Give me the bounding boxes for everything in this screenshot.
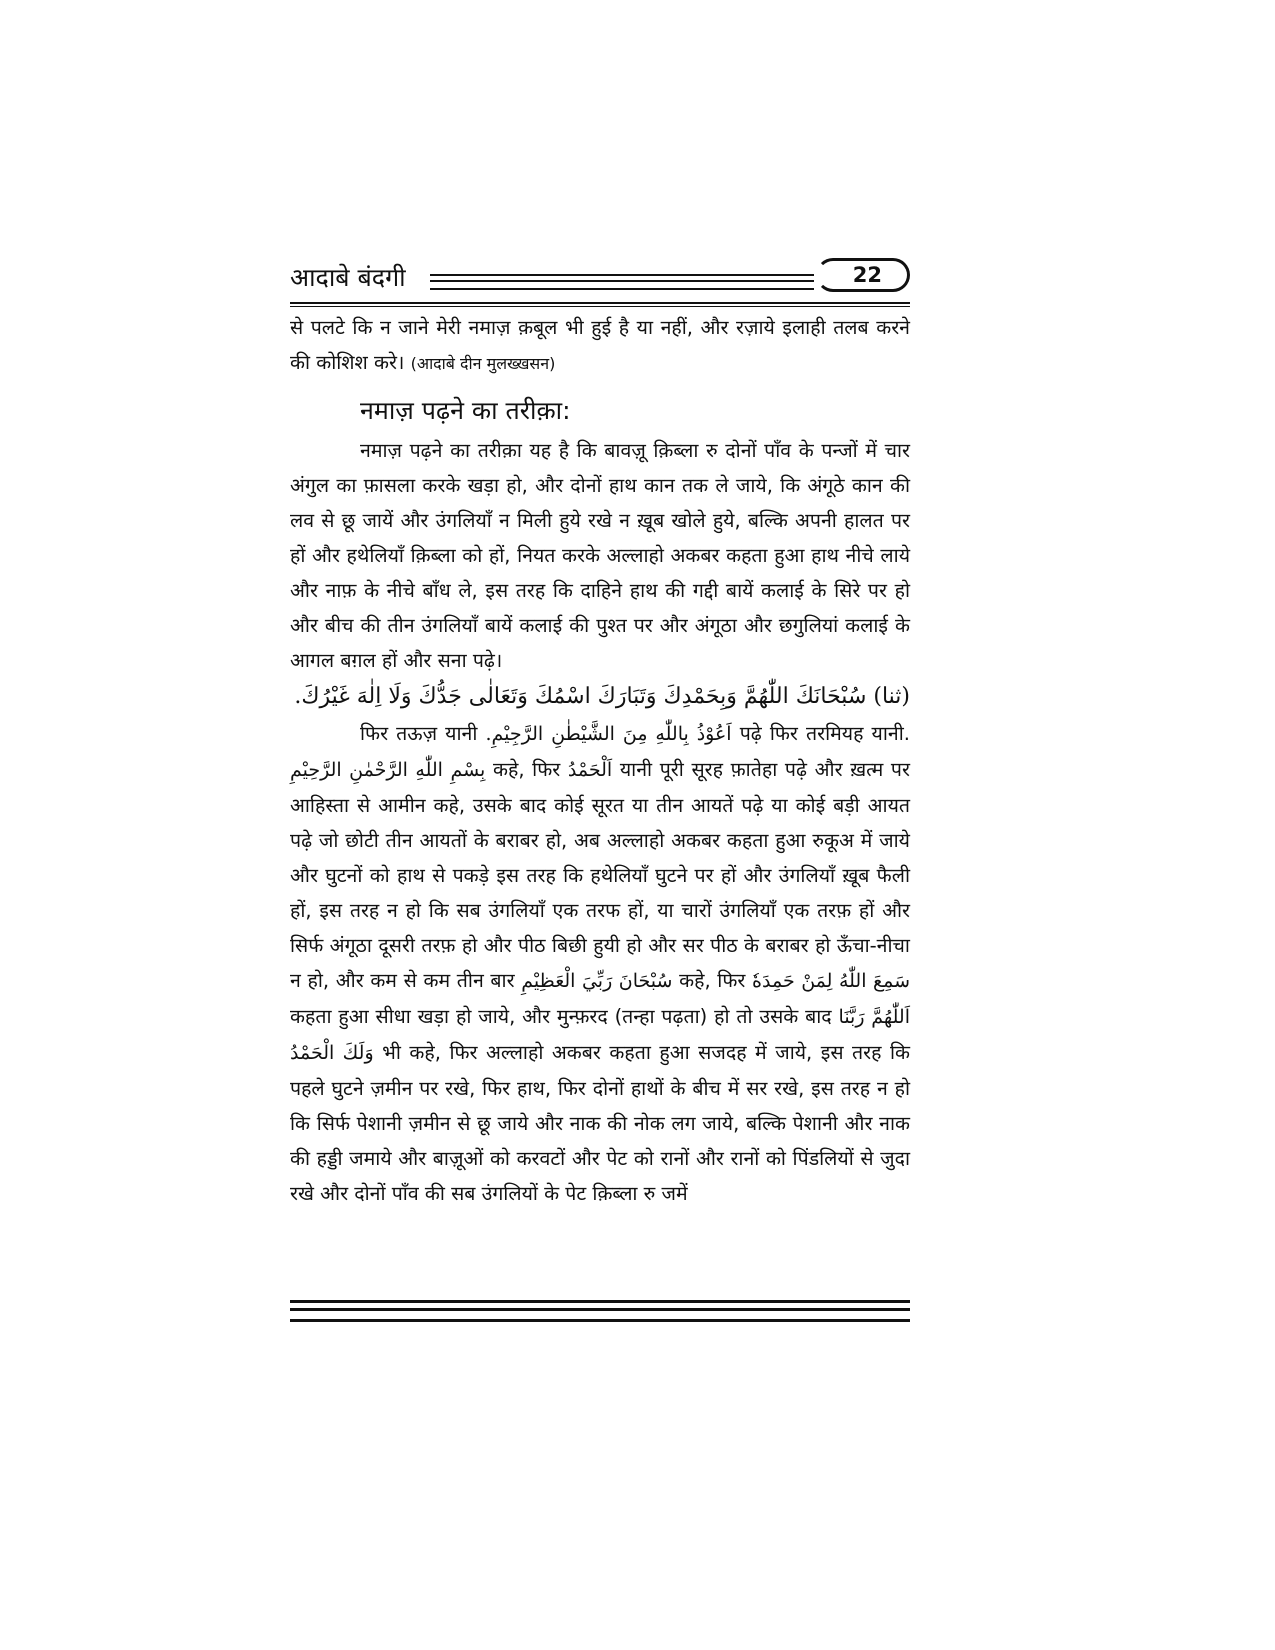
text-segment: कहे, फिर (679, 969, 746, 992)
arabic-samiallah: سَمِعَ اللّٰهُ لِمَنْ حَمِدَهٗ (752, 970, 911, 992)
arabic-taawwuz: اَعُوْذُ بِاللّٰهِ مِنَ الشَّيْطٰنِ الرَّجِيْمِ. (485, 723, 732, 745)
text-segment: कहे, फिर (492, 758, 561, 781)
paragraph-intro (290, 310, 910, 381)
header-rule (430, 274, 814, 290)
paragraph-steps (290, 716, 910, 1211)
text-segment: कहता हुआ सीधा खड़ा हो जाये, और मुन्फ़रद (तन्हा पढ़ता) हो तो उसके बाद (290, 1005, 832, 1028)
header-divider-thin (290, 306, 910, 307)
section-heading: नमाज़ पढ़ने का तरीक़ा: (360, 396, 571, 425)
arabic-alhamd: اَلْحَمْدُ (567, 759, 613, 781)
footer-rule (290, 1300, 910, 1322)
arabic-subhana-rabbi: سُبْحَانَ رَبِّيَ الْعَظِيْمِ (521, 970, 673, 992)
book-title: आदाबे बंदगी (290, 263, 406, 292)
page-content (290, 310, 910, 1211)
source-citation: (आदाबे दीन मुलख्खसन) (410, 354, 556, 373)
arabic-bismillah: بِسْمِ اللّٰهِ الرَّحْمٰنِ الرَّحِيْمِ (290, 759, 486, 781)
arabic-sana: (ثنا) سُبْحَانَكَ اللّٰهُمَّ وَبِحَمْدِكَ وَتَبَارَكَ اسْمُكَ وَتَعَالٰى جَدُّكَ وَلَا اِلٰهَ غَيْرُكَ. (294, 684, 910, 709)
arabic-rabbana: اَللّٰهُمَّ رَبَّنَا وَلَكَ الْحَمْدُ (290, 1006, 910, 1064)
text-segment: पढ़े फिर तरमियह यानी. (739, 722, 910, 745)
header-divider (290, 302, 910, 304)
text-segment: यानी पूरी सूरह फ़ातेहा पढ़े और ख़त्म पर आहिस्ता से आमीन कहे, उसके बाद कोई सूरत या तीन आयतें पढ़े या कोई बड़ी आयत पढ़े जो छोटी तीन आयतों के बराबर हो, अब अल्लाहो अकबर कहता हुआ रुकूअ में जाये और घुटनों को हाथ से पकड़े इस तरह कि हथेलियाँ घुटने पर हों और उंगलियाँ ख़ूब फैली हों, इस तरह न हो कि सब उंगलियाँ एक तरफ हों, या चारों उंगलियाँ एक तरफ़ हों और सिर्फ अंगूठा दूसरी तरफ़ हो और पीठ बिछी हुयी हो और सर पीठ के बराबर हो ऊँचा-नीचा न हो, और कम से कम तीन बार (290, 758, 910, 992)
page-header (290, 258, 910, 300)
page (290, 258, 911, 1205)
paragraph-text: से पलटे कि न जाने मेरी नमाज़ क़बूल भी हुई है या नहीं, और रज़ाये इलाही तलब करने की कोशिश करे। (290, 316, 910, 374)
paragraph-method: नमाज़ पढ़ने का तरीक़ा यह है कि बावज़ू क़िब्ला रु दोनों पाँव के पन्जों में चार अंगुल का फ़ासला करके खड़ा हो, और दोनों हाथ कान तक ले जाये, कि अंगूठे कान की लव से छू जायें और उंगलियाँ न मिली हुये रखे न ख़ूब खोले हुये, बल्कि अपनी हालत पर हों और हथेलियाँ क़िब्ला को हों, नियत करके अल्लाहो अकबर कहता हुआ हाथ नीचे लाये और नाफ़ के नीचे बाँध ले, इस तरह कि दाहिने हाथ की गद्दी बायें कलाई के सिरे पर हो और बीच की तीन उंगलियाँ बायें कलाई की पुश्त पर और अंगूठा और छगुलियां कलाई के आगल बग़ल हों और सना पढ़े। (290, 439, 910, 672)
text-segment: फिर तऊज़ यानी (360, 722, 478, 745)
page-number: 22 (852, 263, 882, 287)
text-segment: भी कहे, फिर अल्लाहो अकबर कहता हुआ सजदह में जाये, इस तरह कि पहले घुटने ज़मीन पर रखे, फिर हाथ, फिर दोनों हाथों के बीच में सर रखे, इस तरह न हो कि सिर्फ पेशानी ज़मीन से छू जाये और नाक की नोक लग जाये, बल्कि पेशानी और नाक की हड्डी जमाये और बाज़ूओं को करवटों और पेट को रानों और रानों को पिंडलियों से जुदा रखे और दोनों पाँव की सब उंगलियों के पेट क़िब्ला रु जमें (290, 1041, 911, 1205)
